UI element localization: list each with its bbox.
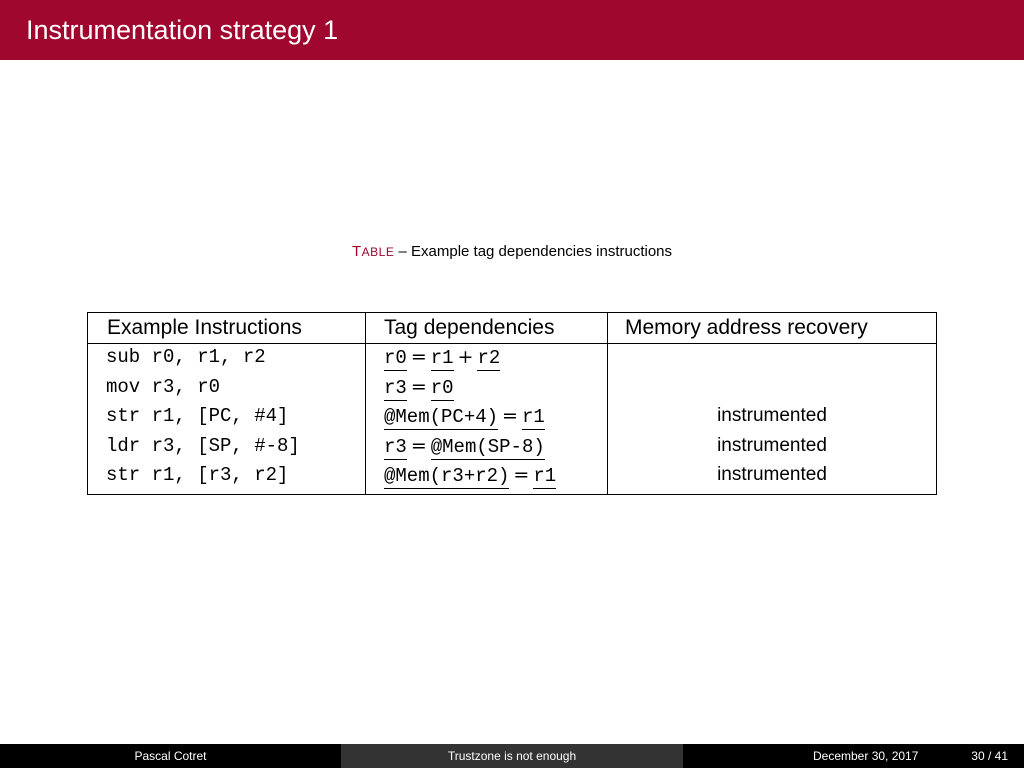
recovery-cell: instrumented bbox=[717, 464, 827, 485]
caption-label bbox=[352, 243, 394, 260]
dep-rhs: r2 bbox=[477, 347, 501, 369]
slide-title: Instrumentation strategy 1 bbox=[26, 15, 339, 45]
footer-date: December 30, 2017 bbox=[813, 749, 919, 763]
footer-page-number: 30 / 41 bbox=[971, 749, 1008, 763]
header-tag-dependencies: Tag dependencies bbox=[384, 316, 555, 339]
dep-equals: = bbox=[410, 376, 427, 398]
column-tag-dependencies bbox=[365, 313, 608, 494]
instruction-cell: mov r3, r0 bbox=[106, 376, 221, 398]
dep-lhs: @Mem(r3+r2) bbox=[384, 465, 510, 487]
caption-label-rest: ABLE bbox=[361, 245, 395, 259]
dep-lhs: r0 bbox=[384, 347, 407, 369]
dependency-cell bbox=[384, 375, 454, 400]
dep-rhs: @Mem(SP-8) bbox=[430, 436, 545, 458]
dep-rhs: r1 bbox=[521, 406, 545, 428]
dep-rhs: r1 bbox=[430, 347, 454, 369]
dep-plus: + bbox=[457, 346, 474, 368]
footer bbox=[0, 744, 1024, 768]
caption-label-first: T bbox=[351, 243, 362, 260]
dep-equals: = bbox=[513, 464, 530, 486]
caption-text: Example tag dependencies instructions bbox=[411, 243, 673, 260]
instruction-cell: str r1, [r3, r2] bbox=[106, 464, 289, 486]
dep-rhs: r1 bbox=[533, 465, 557, 487]
header-memory-recovery: Memory address recovery bbox=[625, 316, 868, 339]
instruction-cell: str r1, [PC, #4] bbox=[106, 405, 289, 427]
title-bar bbox=[0, 0, 1024, 60]
footer-author: Pascal Cotret bbox=[0, 744, 341, 768]
footer-talk-title: Trustzone is not enough bbox=[341, 744, 683, 768]
dependency-cell bbox=[384, 404, 545, 429]
header-divider bbox=[88, 343, 936, 344]
column-instructions bbox=[88, 313, 365, 494]
dep-lhs: r3 bbox=[384, 436, 407, 458]
column-memory-recovery bbox=[607, 313, 936, 494]
recovery-cell: instrumented bbox=[717, 435, 827, 456]
dep-equals: = bbox=[410, 346, 427, 368]
caption-separator: – bbox=[394, 243, 412, 260]
header-instructions: Example Instructions bbox=[107, 316, 302, 339]
dep-equals: = bbox=[410, 435, 427, 457]
dependency-cell bbox=[384, 463, 556, 488]
instruction-cell: ldr r3, [SP, #-8] bbox=[106, 435, 300, 457]
dependency-cell bbox=[384, 345, 500, 370]
dep-rhs: r0 bbox=[430, 377, 454, 399]
recovery-cell: instrumented bbox=[717, 405, 827, 426]
dependency-cell bbox=[384, 434, 545, 459]
dependency-table bbox=[87, 312, 937, 495]
dep-equals: = bbox=[502, 405, 518, 427]
dep-lhs: r3 bbox=[384, 377, 407, 399]
table-caption bbox=[0, 242, 1024, 262]
footer-right bbox=[683, 744, 1024, 768]
dep-lhs: @Mem(PC+4) bbox=[384, 406, 499, 428]
instruction-cell: sub r0, r1, r2 bbox=[106, 346, 266, 368]
